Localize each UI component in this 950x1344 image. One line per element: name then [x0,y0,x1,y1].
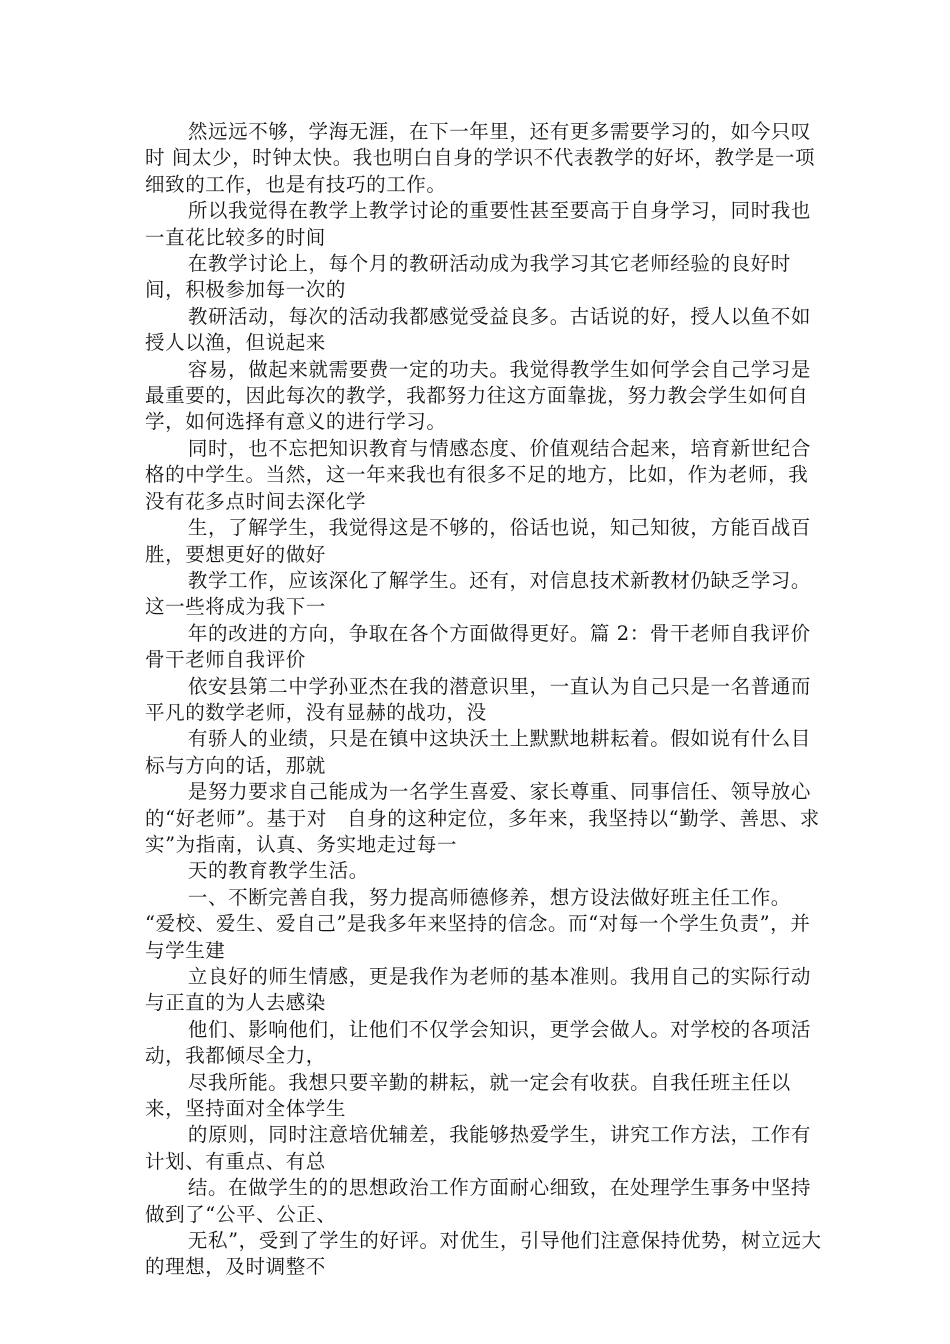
paragraph: 同时，也不忘把知识教育与情感态度、价值观结合起来，培育新世纪合格的中学生。当然，这一年来我也有很多不足的地方，比如，作为老师，我没有花多点时间去深化学 [145,436,811,513]
document-body [145,119,825,1281]
paragraph: 有骄人的业绩，只是在镇中这块沃土上默默地耕耘着。假如说有什么目标与方向的话，那就 [145,727,811,777]
paragraph: 立良好的师生情感，更是我作为老师的基本准则。我用自己的实际行动与正直的为人去感染 [145,965,811,1015]
paragraph: 容易，做起来就需要费一定的功夫。我觉得教学生如何学会自己学习是最重要的，因此每次的教学，我都努力往这方面靠拢，努力教会学生如何自学，如何选择有意义的进行学习。 [145,357,811,434]
paragraph: 教研活动，每次的活动我都感觉受益良多。古话说的好，授人以鱼不如授人以渔，但说起来 [145,304,811,355]
paragraph: 所以我觉得在教学上教学讨论的重要性甚至要高于自身学习，同时我也一直花比较多的时间 [145,199,811,249]
paragraph: 在教学讨论上，每个月的教研活动成为我学习其它老师经验的良好时间，积极参加每一次的 [145,252,791,302]
paragraph: 天的教育教学生活。 [187,859,369,883]
paragraph: 他们、影响他们，让他们不仅学会知识，更学会做人。对学校的各项活动，我都倾尽全力， [145,1017,811,1068]
paragraph: 然远远不够，学海无涯，在下一年里，还有更多需要学习的，如今只叹时 间太少，时钟太快。我也明白自身的学识不代表教学的好坏，教学是一项细致的工作，也是有技巧的工作。 [145,120,816,196]
paragraph: 的原则，同时注意培优辅差，我能够热爱学生，讲究工作方法，工作有计划、有重点、有总 [145,1123,811,1173]
paragraph: 教学工作，应该深化了解学生。还有，对信息技术新教材仍缺乏学习。这一些将成为我下一 [145,568,811,619]
paragraph: 年的改进的方向，争取在各个方面做得更好。篇 2：骨干老师自我评价骨干老师自我评价 [145,621,811,672]
paragraph: 是努力要求自己能成为一名学生喜爱、家长尊重、同事信任、领导放心的“好老师”。基于对 自身的这种定位，多年来，我坚持以“勤学、善思、求实”为指南，认真、务实地走过每一 [145,780,820,856]
paragraph: 依安县第二中学孙亚杰在我的潜意识里，一直认为自己只是一名普通而平凡的数学老师，没有显赫的战功，没 [145,674,811,724]
paragraph: 结。在做学生的的思想政治工作方面耐心细致，在处理学生事务中坚持做到了“公平、公正、 [145,1176,811,1226]
paragraph: 尽我所能。我想只要辛勤的耕耘，就一定会有收获。自我任班主任以来，坚持面对全体学生 [145,1070,791,1121]
paragraph: 一、不断完善自我，努力提高师德修养，想方设法做好班主任工作。 “爱校、爱生、爱自己”是我多年来坚持的信念。而“对每一个学生负责”，并与学生建 [145,885,811,962]
paragraph: 无私”，受到了学生的好评。对优生，引导他们注意保持优势，树立远大的理想，及时调整不 [145,1229,822,1279]
paragraph: 生，了解学生，我觉得这是不够的，俗话也说，知己知彼，方能百战百胜，要想更好的做好 [145,516,811,566]
